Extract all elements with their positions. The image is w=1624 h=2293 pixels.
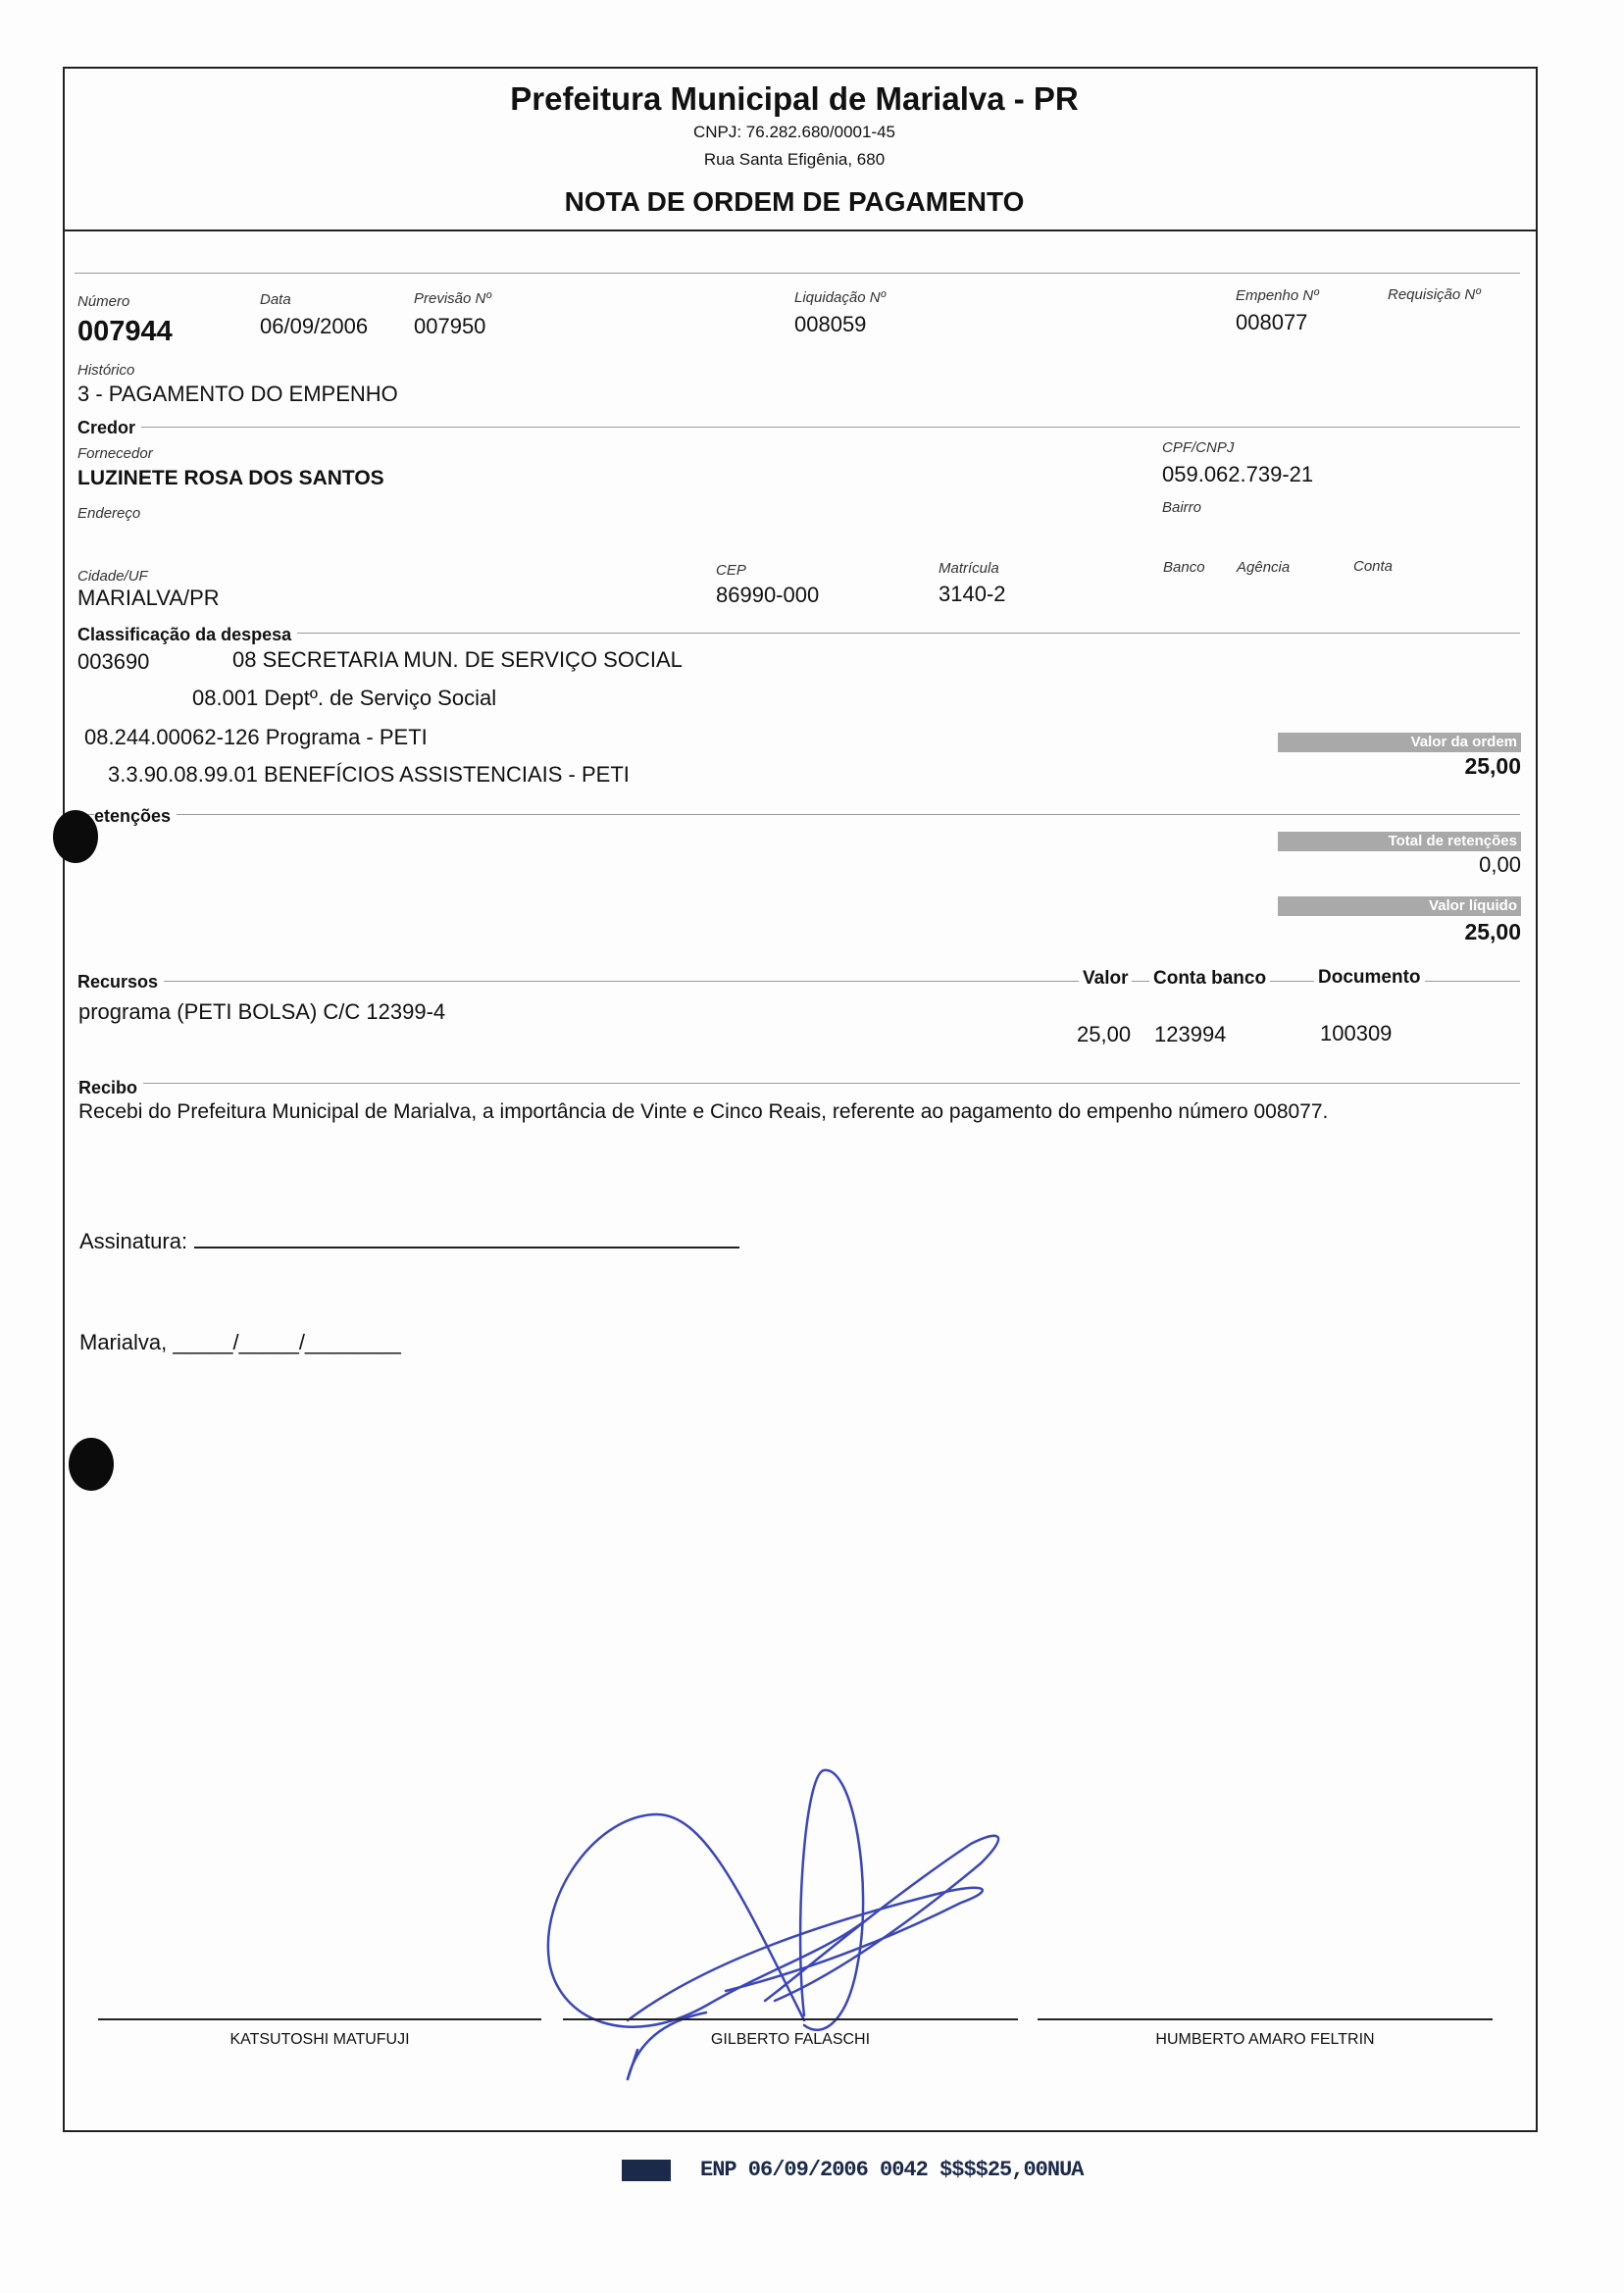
- recursos-conta: 123994: [1154, 1022, 1227, 1046]
- endereco-label: Endereço: [77, 505, 141, 522]
- cidade-label: Cidade/UF: [77, 568, 148, 585]
- cep-value: 86990-000: [716, 583, 820, 607]
- punch-hole: [53, 810, 98, 863]
- liquidacao-label: Liquidação Nº: [794, 289, 887, 306]
- valor-liquido-value: 25,00: [1464, 919, 1521, 944]
- classificacao-code: 003690: [77, 649, 150, 674]
- recursos-descricao: programa (PETI BOLSA) C/C 12399-4: [78, 999, 446, 1024]
- signatory-1: KATSUTOSHI MATUFUJI: [229, 2031, 410, 2048]
- valor-ordem-label: Valor da ordem: [1278, 733, 1521, 752]
- classificacao-section: Classificação da despesa: [77, 625, 297, 645]
- credor-divider: [77, 427, 1520, 428]
- fornecedor-value: LUZINETE ROSA DOS SANTOS: [77, 467, 384, 489]
- recursos-valor-label: Valor: [1079, 968, 1132, 990]
- cpf-value: 059.062.739-21: [1162, 462, 1314, 486]
- classificacao-orgao: 08 SECRETARIA MUN. DE SERVIÇO SOCIAL: [232, 647, 683, 672]
- cpf-label: CPF/CNPJ: [1162, 439, 1235, 456]
- recibo-text: Recebi do Prefeitura Municipal de Marialva, a importância de Vinte e Cinco Reais, referente ao pagamento do empenho número 008077.: [78, 1100, 1329, 1123]
- assinatura-line: [194, 1247, 739, 1248]
- signature-line-1: [98, 2018, 541, 2020]
- historico-label: Histórico: [77, 362, 135, 379]
- fornecedor-label: Fornecedor: [77, 445, 153, 462]
- retencoes-section: etenções: [94, 806, 177, 827]
- credor-section: Credor: [77, 418, 141, 438]
- numero-value: 007944: [77, 316, 173, 347]
- bairro-label: Bairro: [1162, 499, 1202, 516]
- signatory-2: GILBERTO FALASCHI: [710, 2031, 871, 2048]
- cnpj: CNPJ: 76.282.680/0001-45: [692, 123, 896, 141]
- punch-hole: [69, 1438, 114, 1491]
- empenho-value: 008077: [1236, 310, 1308, 334]
- signature-line-2: [563, 2018, 1018, 2020]
- handwritten-signature: [510, 1756, 1059, 2109]
- valor-ordem-value: 25,00: [1464, 753, 1521, 779]
- classificacao-programa: 08.244.00062-126 Programa - PETI: [84, 725, 428, 749]
- data-label: Data: [260, 291, 291, 308]
- signatory-3: HUMBERTO AMARO FELTRIN: [1155, 2031, 1375, 2048]
- retencoes-divider: [77, 814, 1520, 815]
- cep-label: CEP: [716, 562, 746, 579]
- empenho-label: Empenho Nº: [1236, 287, 1319, 304]
- requisicao-label: Requisição Nº: [1388, 286, 1481, 303]
- banco-label: Banco: [1163, 559, 1205, 576]
- numero-label: Número: [77, 293, 130, 310]
- recursos-valor: 25,00: [1077, 1022, 1132, 1046]
- agencia-label: Agência: [1237, 559, 1291, 576]
- matricula-value: 3140-2: [939, 582, 1006, 606]
- top-divider: [75, 273, 1520, 274]
- address: Rua Santa Efigênia, 680: [703, 150, 886, 169]
- valor-liquido-label: Valor líquido: [1278, 896, 1521, 916]
- payment-stamp: ENP 06/09/2006 0042 $$$$25,00NUA: [700, 2158, 1084, 2182]
- page-title: Prefeitura Municipal de Marialva - PR: [510, 80, 1079, 117]
- stamp-logo: [622, 2160, 671, 2181]
- local-data: Marialva, _____/_____/________: [79, 1330, 401, 1354]
- data-value: 06/09/2006: [260, 314, 369, 338]
- cidade-value: MARIALVA/PR: [77, 586, 220, 610]
- assinatura-label: Assinatura:: [79, 1229, 188, 1253]
- total-retencoes-value: 0,00: [1479, 852, 1521, 877]
- recursos-documento-label: Documento: [1314, 967, 1425, 989]
- recursos-conta-label: Conta banco: [1149, 968, 1270, 990]
- recursos-section: Recursos: [77, 972, 164, 993]
- recibo-divider: [77, 1083, 1520, 1084]
- recibo-section: Recibo: [78, 1078, 143, 1098]
- liquidacao-value: 008059: [794, 312, 867, 336]
- document-title: NOTA DE ORDEM DE PAGAMENTO: [564, 186, 1025, 217]
- recursos-documento: 100309: [1320, 1021, 1393, 1045]
- total-retencoes-label: Total de retenções: [1278, 832, 1521, 851]
- previsao-label: Previsão Nº: [414, 290, 491, 307]
- conta-label: Conta: [1353, 558, 1394, 575]
- classificacao-elemento: 3.3.90.08.99.01 BENEFÍCIOS ASSISTENCIAIS - PETI: [108, 762, 630, 787]
- previsao-value: 007950: [414, 314, 486, 338]
- recursos-divider: [77, 981, 1520, 982]
- classificacao-unidade: 08.001 Deptº. de Serviço Social: [192, 686, 497, 710]
- matricula-label: Matrícula: [939, 560, 999, 577]
- signature-line-3: [1038, 2018, 1493, 2020]
- historico-value: 3 - PAGAMENTO DO EMPENHO: [77, 382, 398, 406]
- header-divider: [63, 229, 1538, 231]
